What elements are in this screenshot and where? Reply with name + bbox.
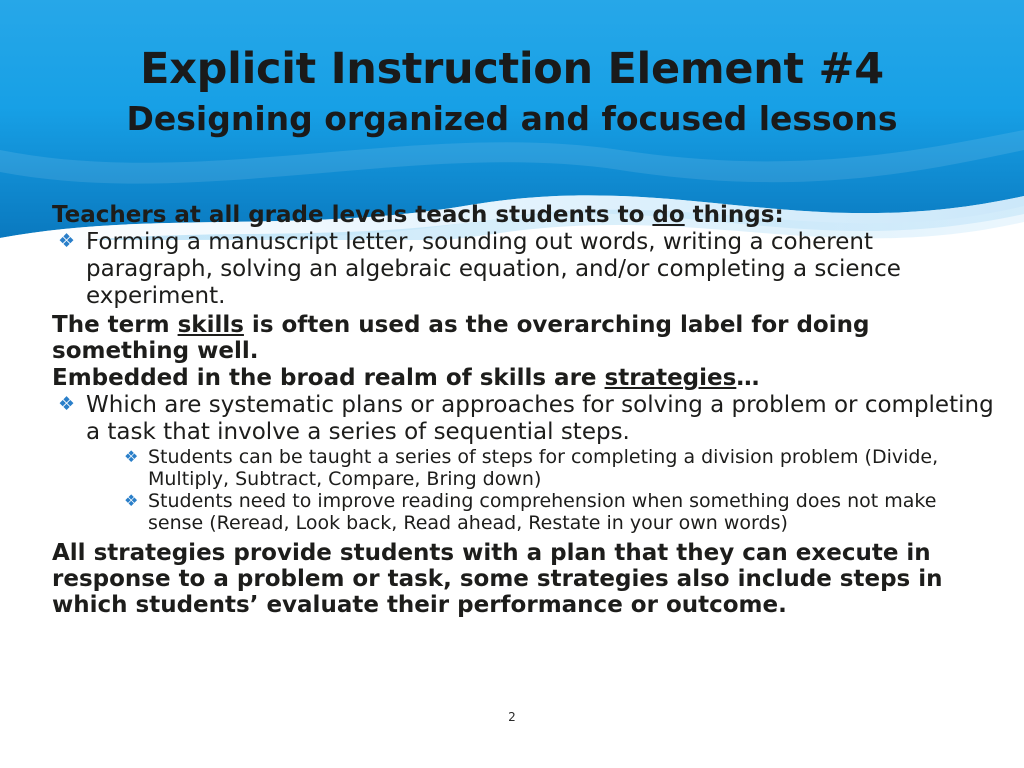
diamond-bullet-icon: ❖ [58,229,76,252]
slide-body [52,202,996,619]
body-subbullet-2-text: Students need to improve reading comprehension when something does not make sense (Reread, Look back, Read ahead, Restate in your own words) [148,490,937,534]
body-line-2-part-c: is often used as the overarching label for doing something well. [52,311,870,364]
page-title: Explicit Instruction Element #4 [140,44,884,94]
page-subtitle: Designing organized and focused lessons [126,99,898,139]
body-line-2-emphasis: skills [177,311,244,338]
diamond-bullet-icon: ❖ [124,491,139,511]
body-bullet-2 [52,392,996,446]
diamond-bullet-icon: ❖ [58,392,76,415]
body-line-1-part-c: things: [684,202,784,228]
body-line-3-part-c: … [736,364,760,391]
page-number: 2 [508,710,516,724]
body-line-2 [52,312,996,364]
body-line-1-emphasis: do [652,202,685,228]
diamond-bullet-icon: ❖ [124,447,139,467]
body-line-3-emphasis: strategies [604,364,737,391]
body-bullet-1-text: Forming a manuscript letter, sounding out words, writing a coherent paragraph, solving an algebraic equation, and/or completing a science experiment. [86,228,901,309]
body-subbullet-1-text: Students can be taught a series of steps for completing a division problem (Divide, Multiply, Subtract, Compare, Bring down) [148,446,939,491]
body-line-1 [52,202,996,228]
body-line-3 [52,365,996,391]
body-line-4: All strategies provide students with a plan that they can execute in response to a problem or task, some strategies also include steps in which students’ evaluate their performance or outcome. [52,539,943,618]
body-bullet-2-text: Which are systematic plans or approaches for solving a problem or completing a task that involve a series of sequential steps. [86,391,994,445]
body-subbullet-2 [52,491,996,535]
body-line-1-part-a: Teachers at all grade levels teach students to [52,202,653,228]
body-subbullet-1 [52,447,996,491]
slide-title-block [0,46,1024,138]
body-line-3-part-a: Embedded in the broad realm of skills are [52,364,605,391]
body-bullet-1 [52,229,996,310]
body-line-2-part-a: The term [52,311,178,338]
